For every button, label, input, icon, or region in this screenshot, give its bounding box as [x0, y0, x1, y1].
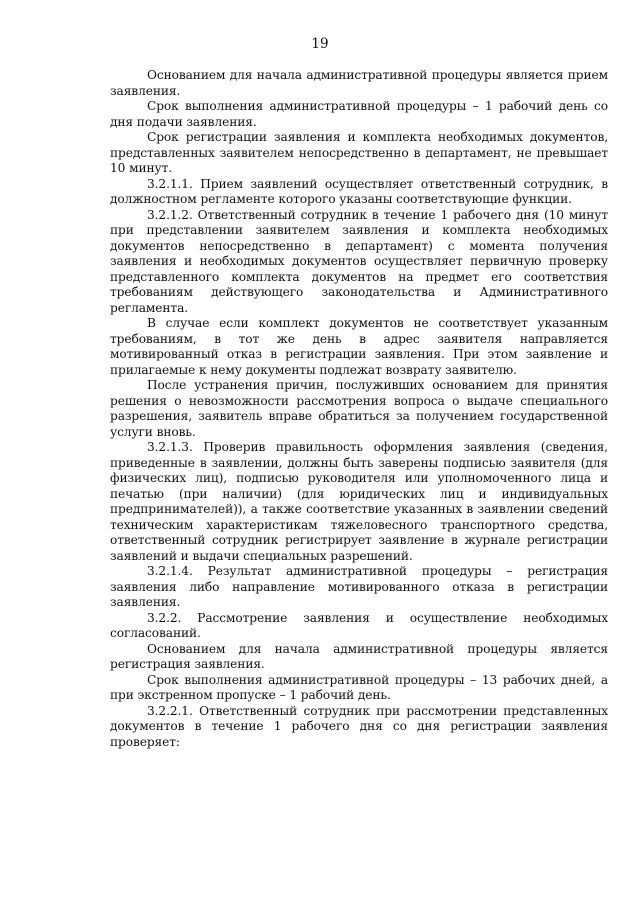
body-text: [110, 68, 608, 750]
paragraph-term-13-days: Срок выполнения административной процедуры – 13 рабочих дней, а при экстренном пропуске – 1 рабочий день.: [110, 672, 608, 702]
paragraph-intro-basis: Основанием для начала административной процедуры является прием заявления.: [110, 68, 608, 98]
paragraph-3-2-1-4: 3.2.1.4. Результат административной процедуры – регистрация заявления либо направление мотивированного отказа в регистрации заявления.: [110, 564, 608, 609]
page-number: 19: [311, 36, 329, 52]
paragraph-basis-registration: Основанием для начала административной процедуры является регистрация заявления.: [110, 641, 608, 671]
paragraph-term-execution: Срок выполнения административной процедуры – 1 рабочий день со дня подачи заявления.: [110, 99, 608, 129]
paragraph-term-registration: Срок регистрации заявления и комплекта необходимых документов, представленных заявителем непосредственно в департамент, не превышает 10 минут.: [110, 130, 608, 175]
paragraph-3-2-1-3: 3.2.1.3. Проверив правильность оформления заявления (сведения, приведенные в заявлении, должны быть заверены подписью заявителя (для физических лиц), подписью руководителя или уполномоченного лица и печатью (при наличии) (для юридических лиц и индивидуальных предпринимателей)), а также соответствие указанных в заявлении сведений техническим характеристикам тяжеловесного транспортного средства, ответственный сотрудник регистрирует заявление в журнале регистрации заявлений и выдачи специальных разрешений.: [110, 440, 608, 563]
paragraph-refusal-case: В случае если комплект документов не соответствует указанным требованиям, в тот же день в адрес заявителя направляется мотивированный отказ в регистрации заявления. При этом заявление и прилагаемые к нему документы подлежат возврату заявителю.: [110, 316, 608, 377]
paragraph-3-2-1-1: 3.2.1.1. Прием заявлений осуществляет ответственный сотрудник, в должностном регламенте которого указаны соответствующие функции.: [110, 176, 608, 206]
paragraph-3-2-2-1: 3.2.2.1. Ответственный сотрудник при рассмотрении представленных документов в течение 1 рабочего дня со дня регистрации заявления проверяет:: [110, 703, 608, 749]
paragraph-resubmission: После устранения причин, послуживших основанием для принятия решения о невозможности рассмотрения вопроса о выдаче специального разрешения, заявитель вправе обратиться за получением государственной услуги вновь.: [110, 378, 608, 439]
paragraph-3-2-2: 3.2.2. Рассмотрение заявления и осуществление необходимых согласований.: [110, 610, 608, 640]
paragraph-3-2-1-2: 3.2.1.2. Ответственный сотрудник в течение 1 рабочего дня (10 минут при представлении заявителем заявления и комплекта необходимых документов непосредственно в департамент) с момента получения заявления и необходимых документов осуществляет первичную проверку представленного комплекта документов на предмет его соответствия требованиям действующего законодательства и Административного регламента.: [110, 207, 608, 315]
